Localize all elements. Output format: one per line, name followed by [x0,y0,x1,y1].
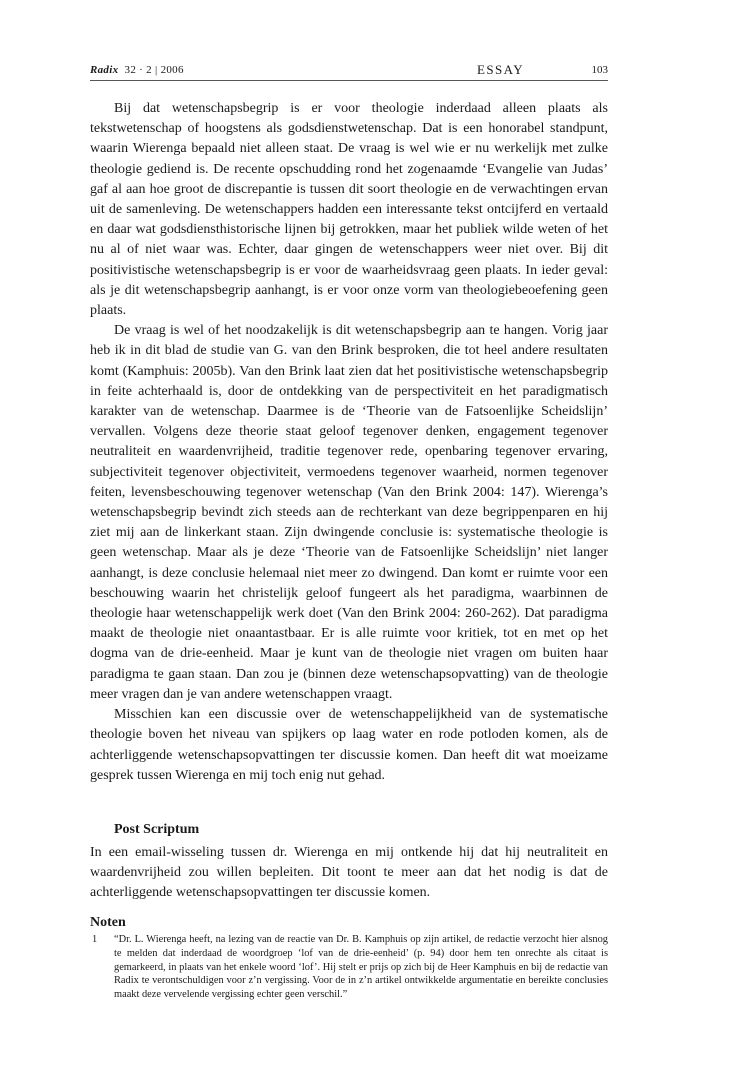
journal-issue: 32 · 2 | 2006 [124,64,184,76]
post-scriptum-text: In een email-wisseling tussen dr. Wierenga en mij ontkende hij dat hij neutraliteit en waardenvrijheid zou willen bepleiten. Dit toont te meer aan dat het nodig is dat de achterliggende wetenschapsopvattingen ter discussie komen. [90,845,608,901]
journal-name: Radix [90,64,119,76]
page-number: 103 [591,64,608,76]
journal-info [90,64,184,76]
running-header [90,62,608,81]
post-scriptum-heading: Post Scriptum [114,822,200,837]
paragraph-2: De vraag is wel of het noodzakelijk is dit wetenschapsbegrip aan te hangen. Vorig jaar heb ik in dit blad de studie van G. van den Brink besproken, die tot heel andere resultaten komt (Kamphuis: 2005b). Van den Brink laat zien dat het positivistische wetenschapsbegrip in feite achterhaald is, door de ontdekking van de perspectiviteit en het paradigmatisch karakter van de wetenschap. Daarmee is de ‘Theorie van de Fatsoenlijke Scheidslijn’ vervallen. Volgens deze theorie staat geloof tegenover denken, engagement tegenover neutraliteit en waardenvrijheid, traditie tegenover rede, openbaring tegenover ervaring, subjectiviteit tegenover objectiviteit, vermoedens tegenover waarheid, normen tegenover feiten, levensbeschouwing tegenover wetenschap (Van den Brink 2004: 147). Wierenga’s wetenschapsbegrip bevindt zich steeds aan de rechterkant van deze begrippenparen en hij ziet mij aan de linkerkant staan. Zijn dwingende conclusie is: systematische theologie is geen wetenschap. Maar als je deze ‘Theorie van de Fatsoenlijke Scheidslijn’ niet langer aanhangt, is deze conclusie helemaal niet meer zo dwingend. Dan komt er ruimte voor een beschouwing waarin het christelijk geloof fungeert als het paradigma, waarbinnen de theologie haar wetenschappelijk werk doet (Van den Brink 2004: 260-262). Dat paradigma maakt de theologie niet onaantastbaar. Er is alle ruimte voor kritiek, tot en met op het dogma van de drie-eenheid. Maar je kunt van de theologie niet vragen om buiten haar paradigma te gaan staan. Dan zou je (binnen deze wetenschapsopvatting) van de theologie meer vragen dan je van andere wetenschappen vraagt. [90,323,608,702]
section-title: ESSAY [477,62,524,77]
notes-heading: Noten [90,915,126,930]
paragraph-1: Bij dat wetenschapsbegrip is er voor theologie inderdaad alleen plaats als tekstwetenschap of hoogstens als godsdienstwetenschap. Dat is een honorabel standpunt, waarin Wierenga bepaald niet alleen staat. De vraag is wel wie er nu werkelijk met zulke theologie gediend is. De recente opschudding rond het zogenaamde ‘Evangelie van Judas’ gaf al aan hoe groot de discrepantie is tussen dit soort theologie en de verwachtingen ervan uit de samenleving. De wetenschappers hadden een interessante tekst ontcijferd en vertaald en daar wat godsdiensthistorische lijnen bij getrokken, maar het publiek wilde weten of het nu al of niet waar was. Echter, daar gingen de wetenschappers weer niet over. Bij dit positivistische wetenschapsbegrip is er voor de waarheidsvraag geen plaats. In ieder geval: als je dit wetenschapsbegrip aanhangt, is er voor onze vorm van theologiebeoefening geen plaats. [90,101,608,319]
footnote-text: “Dr. L. Wierenga heeft, na lezing van de reactie van Dr. B. Kamphuis op zijn artikel, de redactie verzocht hier alsnog te melden dat inderdaad de woordgroep ‘lof van de drie-eenheid’ (p. 94) door hem ten onrechte als citaat is gemarkeerd, in plaats van het enkele woord ‘lof’. Hij stelt er prijs op zich bij de Heer Kamphuis en bij de redactie van Radix te verontschuldigen voor z’n vergissing. Voor de in z’n artikel ontwikkelde argumentatie en bereikte conclusies maakt deze vervelende vergissing echter geen verschil.” [114,934,608,1001]
footnote-number: 1 [92,934,98,945]
article-body [90,99,608,786]
paragraph-3: Misschien kan een discussie over de wetenschappelijkheid van de systematische theologie boven het niveau van spijkers op laag water en rode potloden komen, als de achterliggende wetenschapsopvattingen ter discussie komen. Dan heeft dit wat moeizame gesprek tussen Wierenga en mij toch enig nut gehad. [90,707,608,783]
